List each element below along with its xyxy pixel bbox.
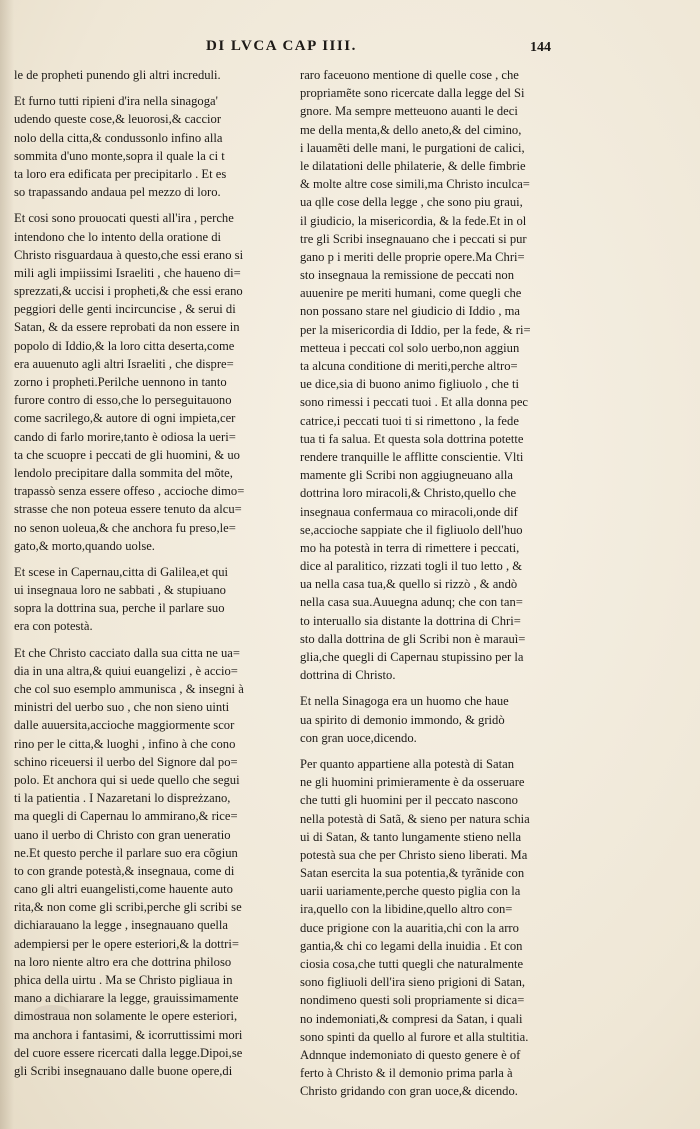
text-line: auuenire pe meriti humani, come quegli che xyxy=(300,286,522,301)
text-line: gnore. Ma sempre metteuono auanti le deci xyxy=(300,104,518,119)
text-line: na loro niente altro era che dottrina philoso xyxy=(14,954,232,969)
text-line: sto dalla dottrina de gli Scribi non è marauì= xyxy=(300,631,526,646)
text-line: gantia,& chi co legami della inuidia . Et con xyxy=(300,938,523,953)
gutter-shadow xyxy=(0,0,14,1129)
text-line: insegnaua confermaua co miracoli,onde dif xyxy=(300,504,518,519)
text-line: il giudicio, la misericordia, & la fede.Et in ol xyxy=(300,213,527,228)
text-line: ti la patientia . I Nazaretani lo dispreżzano, xyxy=(14,791,231,806)
text-line: sono figliuoli dell'ira sieno prigioni di Satan, xyxy=(300,975,526,990)
text-line: rita,& non come gli scribi,perche gli scribi se xyxy=(14,900,242,915)
text-line: ciosia cosa,che tutti quegli che naturalmente xyxy=(300,957,524,971)
text-line: ua nella casa tua,& quello si rizzò , & andò xyxy=(300,577,518,592)
paragraph xyxy=(14,209,290,555)
text-line: ma quegli di Capernau lo ammirano,& rice= xyxy=(14,809,238,824)
text-line: strasse che non poteua essere tenuto da alcu= xyxy=(14,502,242,517)
text-line: se,accioche sappiate che il figliuolo dell'huo xyxy=(300,522,523,537)
text-line: mo ha potestà in terra di rimettere i peccati, xyxy=(300,540,520,555)
text-line: Et nella Sinagoga era un huomo che haue xyxy=(300,694,509,709)
text-line: le de propheti punendo gli altri increduli. xyxy=(14,68,221,82)
text-line: peggiori delle genti incircuncise , & serui di xyxy=(14,302,236,317)
text-line: mili agli impiissimi Israeliti , che haueno di= xyxy=(14,265,241,280)
text-line: Satan, & da essere reprobati da non essere in xyxy=(14,320,240,335)
paragraph xyxy=(300,755,590,1101)
text-line: & molte altre cose simili,ma Christo inculca= xyxy=(300,177,530,192)
text-line: ne gli huomini primieramente è da osseruare xyxy=(300,775,525,790)
text-line: Christo risguardaua à questo,che essi erano si xyxy=(14,247,244,262)
text-line: nondimeno questi soli propriamente si dica= xyxy=(300,993,525,1008)
text-line: gli Scribi insegnauano dalle buone opere,di xyxy=(14,1063,233,1078)
text-line: mamente gli Scribi non aggiugneuano alla xyxy=(300,468,513,483)
text-line: nolo della citta,& condussonlo infino alla xyxy=(14,130,223,145)
text-line: gato,& morto,quando uolse. xyxy=(14,538,155,553)
paper-stain xyxy=(34,1005,70,1019)
text-line: dalle auuersita,accioche maggiormente scor xyxy=(14,718,235,733)
text-line: dichiarauano la legge , insegnauano quella xyxy=(14,918,229,933)
page-number: 144 xyxy=(530,40,551,55)
text-line: sono rimessi i peccati tuoi . Et alla donna pec xyxy=(300,395,529,410)
text-line: era con potestà. xyxy=(14,619,93,634)
text-line: sono spinti da quello al furore et alla stultitia. xyxy=(300,1029,529,1044)
text-line: dottrina loro miracoli,& Christo,quello che xyxy=(300,486,517,501)
text-line: non possano stare nel giudicio di Iddio , ma xyxy=(300,304,521,319)
text-line: schino riceuersi il uerbo del Signore dal po= xyxy=(14,754,238,769)
text-line: dottrina di Christo. xyxy=(300,668,396,683)
text-line: Et cosi sono prouocati questi all'ira , perche xyxy=(14,211,234,226)
text-line: per la misericordia di Iddio, per la fede, & ri= xyxy=(300,322,531,337)
text-line: dimostraua non solamente le opere esteriori, xyxy=(14,1009,238,1024)
text-line: sopra la dottrina sua, perche il parlare suo xyxy=(14,601,225,616)
text-line: Christo gridando con gran uoce,& dicendo. xyxy=(300,1084,518,1099)
text-line: no senon uoleua,& che anchora fu preso,le= xyxy=(14,520,236,535)
text-line: ua qlle cose della legge , che sono piu graui, xyxy=(300,195,523,210)
text-line: Et scese in Capernau,citta di Galilea,et qui xyxy=(14,564,229,579)
text-line: gano p i meriti delle proprie opere.Ma Chri= xyxy=(300,249,525,264)
text-line: no indemoniati,& compresi da Satan, i quali xyxy=(300,1011,523,1026)
text-line: furore contro di esso,che lo perseguitauono xyxy=(14,393,232,408)
running-head: DI LVCA CAP IIII. xyxy=(206,38,357,54)
text-line: to interuallo sia distante la dottrina di Chri= xyxy=(300,613,521,628)
text-line: rino per le citta,& luoghi , infino à che cono xyxy=(14,736,236,751)
text-line: sto insegnaua la remissione de peccati non xyxy=(300,268,515,283)
text-line: mano a dichiarare la legge, grauissimamente xyxy=(14,991,239,1006)
paragraph xyxy=(14,92,290,201)
text-line: ira,quello con la libidine,quello altro con= xyxy=(300,902,513,917)
text-line: ui insegnaua loro ne sabbati , & stupiuano xyxy=(14,583,226,598)
text-line: potestà sua che per Christo sieno liberati. Ma xyxy=(300,847,528,862)
text-line: to con grande potestà,& insegnaua, come di xyxy=(14,863,235,878)
text-line: lendolo precipitare dalla sommita del mõte, xyxy=(14,465,233,480)
text-line: tua ti fa salua. Et questa sola dottrina potette xyxy=(300,431,524,446)
text-line: uano il uerbo di Christo con gran ueneratio xyxy=(14,827,231,842)
text-line: popolo di Iddio,& la loro citta deserta,come xyxy=(14,338,235,353)
text-line: nella casa sua.Auuegna adunq; che con tan= xyxy=(300,595,523,610)
text-line: Et furno tutti ripieni d'ira nella sinagoga' xyxy=(14,94,218,109)
text-line: ta che scuopre i peccati de gli huomini, & uo xyxy=(14,447,240,462)
paragraph xyxy=(300,692,590,747)
text-line: intendono che lo intento della oratione di xyxy=(14,229,222,244)
text-line: sommita d'uno monte,sopra il quale la ci t xyxy=(14,148,225,163)
text-line: duce prigione con la auaritia,chi con la arro xyxy=(300,920,519,935)
text-line: nella potestà di Satã, & sieno per natura schia xyxy=(300,811,530,826)
text-line: glia,che quegli di Capernau stupissino per la xyxy=(300,650,524,664)
left-text-column xyxy=(14,66,290,1088)
text-line: ministri del uerbo suo , che non sieno uinti xyxy=(14,700,230,715)
text-line: dia in una altra,& quiui euangelizi , è accio= xyxy=(14,663,238,678)
text-line: ne.Et questo perche il parlare suo era cõgiun xyxy=(14,845,238,860)
text-line: trapassò senza essere offeso , accioche dimo= xyxy=(14,484,245,499)
text-line: del cuore essere ricercati dalla legge.Dipoi,se xyxy=(14,1045,243,1060)
text-line: Per quanto appartiene alla potestà di Satan xyxy=(300,756,515,771)
text-line: cano gli altri euangelisti,come hauente auto xyxy=(14,882,233,897)
text-line: metteua i peccati col solo uerbo,non aggiun xyxy=(300,340,520,355)
text-line: Satan esercita la sua potentia,& tyrãnide con xyxy=(300,866,525,881)
text-line: era auuenuto agli altri Israeliti , che dispre= xyxy=(14,356,234,371)
text-line: Adnnque indemoniato di questo genere è of xyxy=(300,1047,521,1062)
text-line: cando di farlo morire,tanto è odiosa la ueri= xyxy=(14,429,236,444)
text-line: che tutti gli huomini per il peccato nascono xyxy=(300,793,518,808)
text-line: ferto à Christo & il demonio prima parla à xyxy=(300,1066,513,1081)
text-line: catrice,i peccati tuoi ti si rimettono , la fede xyxy=(300,413,519,428)
text-line: le dilatationi delle philaterie, & delle fimbrie xyxy=(300,158,526,173)
paragraph xyxy=(300,66,590,684)
text-line: uarii uariamente,perche questo piglia con la xyxy=(300,884,521,899)
text-line: ma anchora i fantasimi, & icorruttissimi mori xyxy=(14,1027,243,1042)
text-line: ta loro era edificata per precipitarlo . Et es xyxy=(14,166,227,181)
text-line: rendere tranquille le afflitte conscientie. Vlti xyxy=(300,449,524,464)
right-text-column xyxy=(300,66,590,1109)
text-line: phica della uirtu . Ma se Christo pigliaua in xyxy=(14,973,233,987)
text-line: ue dice,sia di buono animo figliuolo , che ti xyxy=(300,377,519,392)
text-line: tre gli Scribi insegnauano che i peccati si pur xyxy=(300,231,527,246)
text-line: so trapassando andaua pel mezzo di loro. xyxy=(14,185,221,200)
text-line: i lauamẽti delle mani, le purgationi de calici, xyxy=(300,140,525,155)
text-line: me della menta,& dello aneto,& del cimino, xyxy=(300,122,522,137)
text-line: ta alcuna conditione di meriti,perche altro= xyxy=(300,359,518,373)
text-line: zorno i propheti.Perilche uennono in tanto xyxy=(14,375,227,389)
text-line: udendo queste cose,& leuorosi,& caccior xyxy=(14,112,222,127)
text-line: polo. Et anchora qui si uede quello che segui xyxy=(14,772,240,787)
paragraph xyxy=(14,66,290,84)
text-line: ui di Satan, & tanto lungamente stieno nella xyxy=(300,829,522,844)
text-line: Et che Christo cacciato dalla sua citta ne ua= xyxy=(14,645,240,660)
text-line: come sacrilego,& autore di ogni impieta,cer xyxy=(14,411,236,426)
text-line: raro faceuono mentione di quelle cose , che xyxy=(300,68,519,82)
text-line: dice al paralitico, rizzati togli il tuo letto , & xyxy=(300,559,523,574)
text-line: sprezzati,& uccisi i propheti,& che essi erano xyxy=(14,284,243,299)
text-line: adempiersi per le opere esteriori,& la dottri= xyxy=(14,936,239,951)
text-line: ua spirito di demonio immondo, & gridò xyxy=(300,712,505,727)
text-line: che col suo esemplo ammunisca , & insegni à xyxy=(14,682,244,696)
text-line: con gran uoce,dicendo. xyxy=(300,730,417,745)
paragraph xyxy=(14,563,290,636)
text-line: propriamẽte sono ricercate dalla legge del Si xyxy=(300,86,525,101)
